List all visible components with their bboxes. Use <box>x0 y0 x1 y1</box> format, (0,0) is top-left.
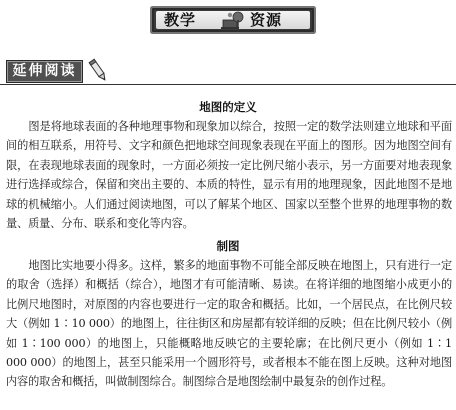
section-divider <box>0 84 456 85</box>
pencil-icon <box>86 56 110 84</box>
article-body-cartography: 地图比实地要小得多。这样，繁多的地面事物不可能全部反映在地图上，只有进行一定的取舍（选择）和概括（综合），地图才有可能清晰、易读。在将详细的地图缩小成更小的比例尺地图时，对原图的内容也要进行一定的取舍和概括。比如，一个居民点，在比例尺较大（例如 1∶10 000）的地图上，往往街区和房屋都有较详细的反映；但在比例尺较小（例如 1∶100 000）的地图上，只能概略地反映它的主要轮廓；在比例尺更小（例如 1∶1 000 000）的地图上，甚至只能采用一个圆形符号，或者根本不能在图上反映。这种对地图内容的取舍和概括，叫做制图综合。制图综合是地图绘制中最复杂的创作过程。 <box>6 259 452 389</box>
article-title-map-definition: 地图的定义 <box>199 100 257 114</box>
banner-left-text: 教学 <box>164 11 197 29</box>
section-tab-label: 延伸阅读 <box>12 63 77 79</box>
laptop-tree-icon <box>220 11 246 30</box>
article-body-map-definition: 图是将地球表面的各种地理事物和现象加以综合，按照一定的数学法则建立地球和平面间的相互联系，用符号、文字和颜色把地球空间现象表现在平面上的图形。因为地图空间有限，在表现地球表面的现象时，一方面必须按一定比例尺缩小表示，另一方面要对地表现象进行选择或综合，保留和突出主要的、本质的特性，显示有用的地理现象，因此地图不是地球的机械缩小。人们通过阅读地图，可以了解某个地区、国家以至整个世界的地理事物的数量、质量、分布、联系和变化等内容。 <box>6 120 452 231</box>
article-title-cartography: 制图 <box>216 239 240 253</box>
resource-banner <box>150 6 316 34</box>
section-tab <box>6 60 83 83</box>
banner-right-text: 资源 <box>250 11 283 29</box>
